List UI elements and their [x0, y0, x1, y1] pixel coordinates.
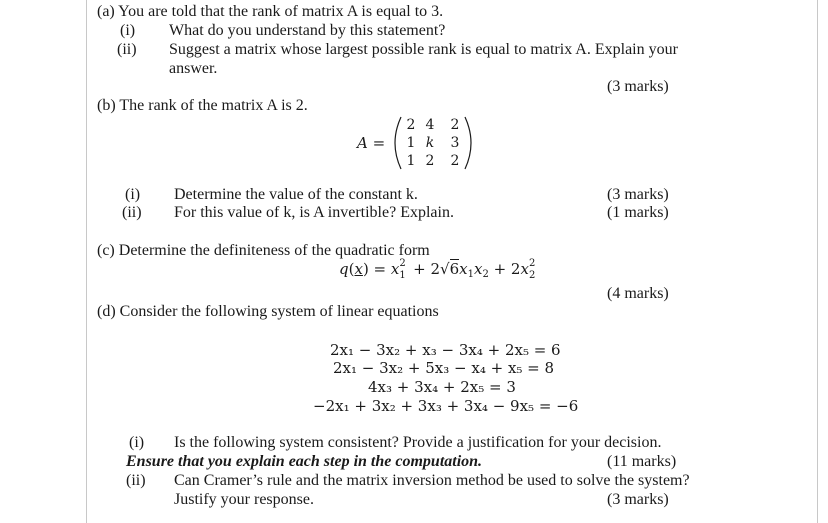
section-d-i-number: (i)	[129, 434, 145, 451]
quadratic-form-q: q	[339, 260, 349, 278]
quadratic-form-vector-x: x	[354, 260, 363, 278]
equation-3: 4x₃ + 3x₄ + 2x₅ = 3	[368, 378, 516, 396]
section-b-i-number: (i)	[125, 186, 141, 203]
section-d-i-emphasis: Ensure that you explain each step in the computation.	[126, 453, 483, 470]
section-d-ii-number: (ii)	[126, 472, 146, 489]
quadratic-form-term4: x	[520, 260, 529, 278]
section-a-title: (a) You are told that the rank of matrix A is equal to 3.	[97, 3, 444, 20]
quadratic-form-radicand: 6	[449, 260, 460, 278]
section-b-i-text: Determine the value of the constant k.	[174, 186, 418, 203]
section-a-i-text: What do you understand by this statement?	[169, 22, 446, 39]
section-b-ii-marks: (1 marks)	[607, 204, 669, 221]
quadratic-form: q(x) = x 2 1 + $2√6x_1x_2 + 2x$ 2 2	[339, 258, 536, 281]
page-border-right	[817, 0, 818, 523]
equation-2: 2x₁ − 3x₂ + 5x₃ − x₄ + x₅ = 8	[333, 359, 555, 377]
section-b-ii-number: (ii)	[122, 204, 142, 221]
matrix-label-text: A =	[357, 134, 386, 152]
section-b-i-marks: (3 marks)	[607, 186, 669, 203]
matrix-cell-3-2: 2	[425, 153, 435, 169]
section-c-title: (c) Determine the definiteness of the quadratic form	[97, 242, 430, 259]
quadratic-form-plus2: + 2	[488, 260, 521, 278]
matrix-cell-2-2: k	[425, 135, 435, 151]
section-d-i-text: Is the following system consistent? Provide a justification for your decision.	[174, 434, 662, 451]
equation-1: 2x₁ − 3x₂ + x₃ − 3x₄ + 2x₅ = 6	[330, 341, 561, 359]
matrix-cell-3-3: 2	[450, 153, 460, 169]
page-border-left	[86, 0, 87, 523]
matrix-a	[355, 113, 485, 173]
section-d-ii-text: Can Cramer’s rule and the matrix inversion method be used to solve the system?	[174, 472, 690, 489]
matrix-cell-2-1: 1	[406, 135, 416, 151]
section-a-marks: (3 marks)	[607, 78, 669, 95]
matrix-cell-1-2: 4	[425, 117, 435, 133]
quadratic-form-term1: x	[390, 260, 400, 278]
matrix-cell-2-3: 3	[450, 135, 460, 151]
equation-4: −2x₁ + 3x₂ + 3x₃ + 3x₄ − 9x₅ = −6	[313, 397, 579, 415]
section-d-ii-text-continued: Justify your response.	[174, 491, 314, 508]
section-d-title: (d) Consider the following system of linear equations	[97, 303, 439, 320]
section-b-ii-text: For this value of k, is A invertible? Explain.	[174, 204, 454, 221]
quadratic-form-plus1: + 2	[408, 260, 441, 278]
matrix-brackets	[355, 113, 485, 173]
section-a-ii-number: (ii)	[117, 41, 137, 58]
section-a-ii-text: Suggest a matrix whose largest possible rank is equal to matrix A. Explain your	[169, 41, 678, 58]
section-d-ii-marks: (3 marks)	[607, 491, 669, 508]
matrix-cell-1-1: 2	[406, 117, 416, 133]
section-d-i-marks: (11 marks)	[607, 453, 677, 470]
quadratic-form-term2: x	[459, 260, 468, 278]
quadratic-form-equals: ) =	[362, 260, 391, 278]
section-a-i-number: (i)	[120, 22, 136, 39]
section-a-ii-text-continued: answer.	[169, 60, 218, 77]
matrix-cell-1-3: 2	[450, 117, 460, 133]
section-b-title: (b) The rank of the matrix A is 2.	[97, 97, 308, 114]
quadratic-form-term3: x	[473, 260, 483, 278]
section-c-marks: (4 marks)	[607, 285, 669, 302]
matrix-cell-3-1: 1	[406, 153, 416, 169]
